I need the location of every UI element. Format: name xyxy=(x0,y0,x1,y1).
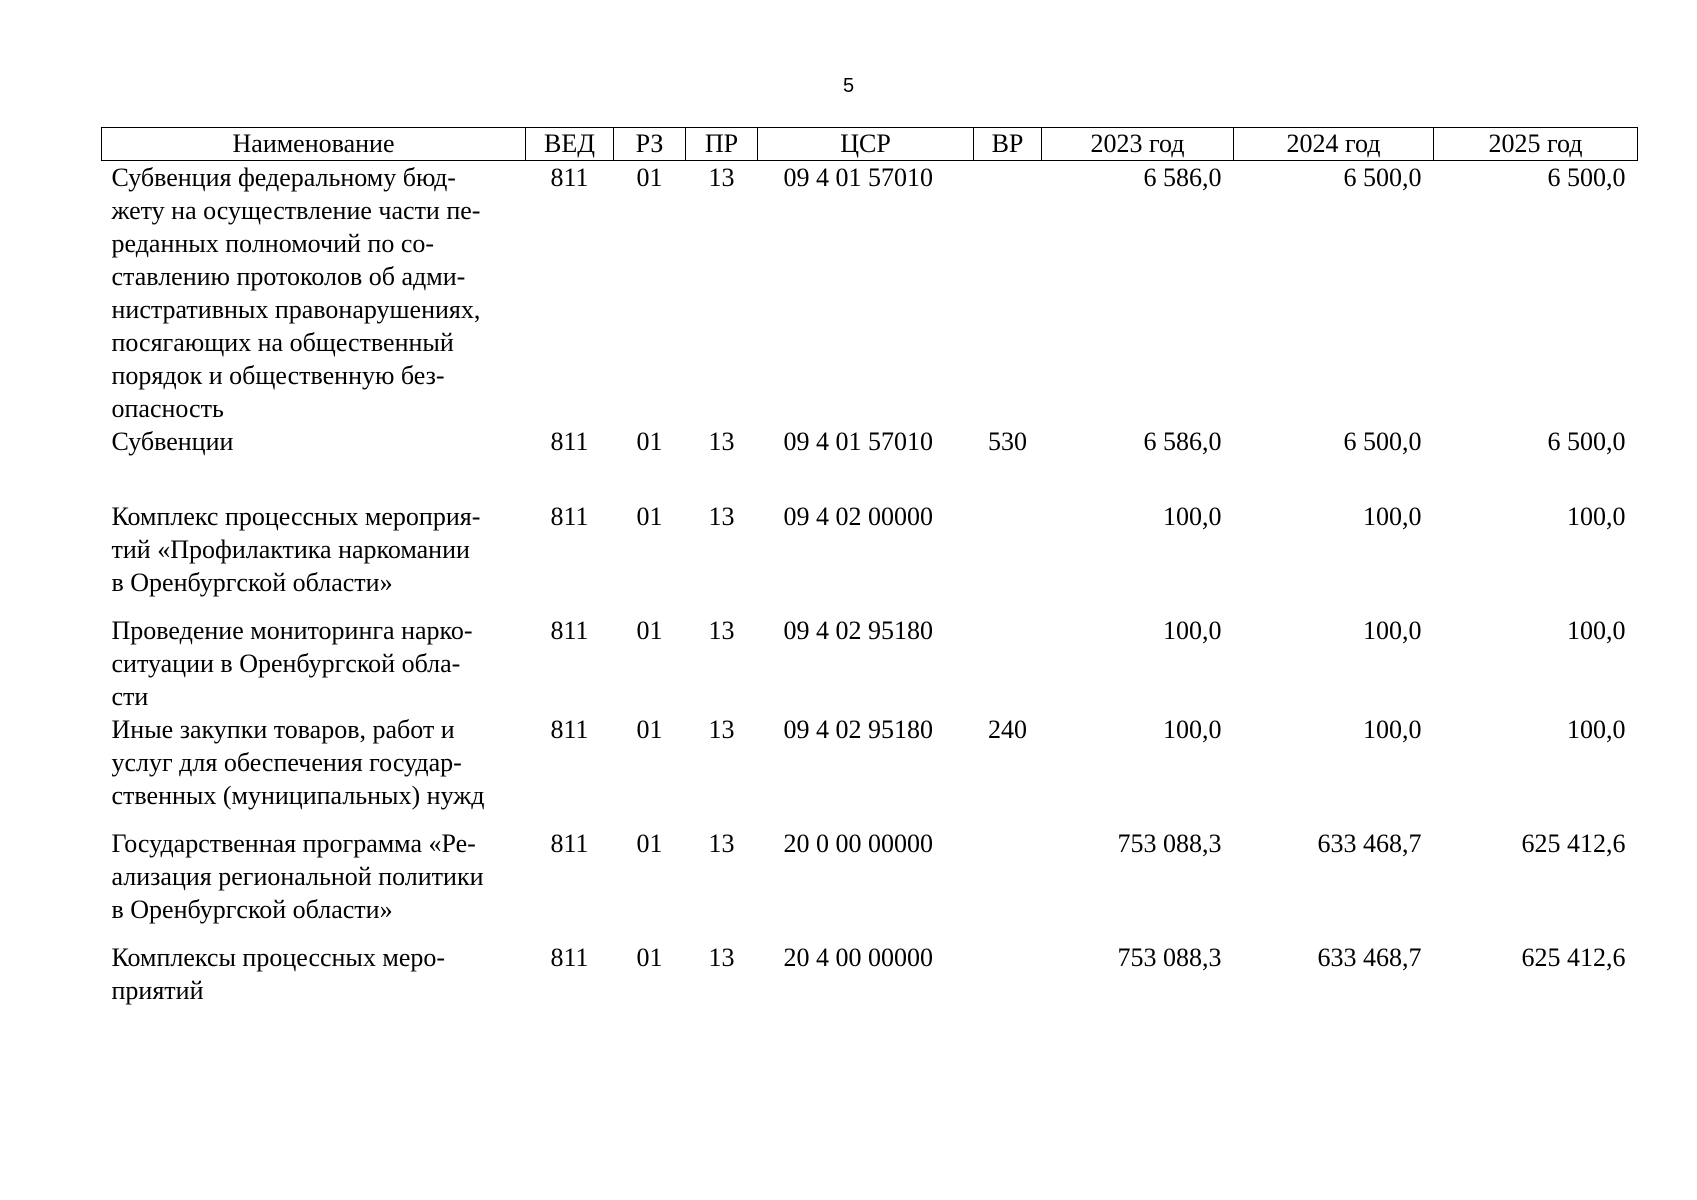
cell-csr: 09 4 01 57010 xyxy=(783,163,933,192)
table-row xyxy=(102,500,1638,614)
budget-table xyxy=(101,127,1638,1007)
name-line: ализация региональной политики xyxy=(111,862,484,891)
cell-pr: 13 xyxy=(708,943,735,972)
cell-ved: 811 xyxy=(550,163,589,192)
cell-2024: 6 500,0 xyxy=(1343,427,1422,456)
name-line: опасность xyxy=(111,394,224,423)
cell-2025: 6 500,0 xyxy=(1547,427,1626,456)
cell-2025: 100,0 xyxy=(1567,715,1626,744)
cell-2025: 625 412,6 xyxy=(1521,829,1626,858)
cell-rz: 01 xyxy=(636,163,663,192)
name-line: Комплексы процессных меро- xyxy=(111,943,446,972)
cell-2023: 100,0 xyxy=(1163,616,1222,645)
cell-2024: 633 468,7 xyxy=(1317,829,1422,858)
name-line: Субвенция федеральному бюд- xyxy=(111,163,456,192)
cell-2023: 753 088,3 xyxy=(1117,829,1222,858)
cell-vr: 530 xyxy=(988,427,1027,456)
cell-vr xyxy=(974,827,1042,941)
row-name xyxy=(102,614,526,713)
row-name xyxy=(102,713,526,827)
header-2024: 2024 год xyxy=(1234,128,1434,161)
row-name xyxy=(102,500,526,614)
table-row xyxy=(102,425,1638,500)
cell-2025: 100,0 xyxy=(1567,502,1626,531)
cell-rz: 01 xyxy=(636,616,663,645)
header-vr: ВР xyxy=(974,128,1042,161)
cell-ved: 811 xyxy=(550,715,589,744)
cell-rz: 01 xyxy=(636,943,663,972)
cell-2025: 625 412,6 xyxy=(1521,943,1626,972)
cell-rz: 01 xyxy=(636,829,663,858)
cell-csr: 09 4 01 57010 xyxy=(783,427,933,456)
header-name: Наименование xyxy=(102,128,526,161)
name-line: Проведение мониторинга нарко- xyxy=(111,616,473,645)
cell-2023: 100,0 xyxy=(1163,715,1222,744)
cell-vr: 240 xyxy=(988,715,1027,744)
table-row xyxy=(102,713,1638,827)
cell-2023: 100,0 xyxy=(1163,502,1222,531)
name-line: Субвенции xyxy=(111,427,234,456)
row-name xyxy=(102,161,526,426)
name-line: приятий xyxy=(111,976,204,1005)
cell-2024: 100,0 xyxy=(1363,616,1422,645)
name-line: услуг для обеспечения государ- xyxy=(111,748,462,777)
cell-ved: 811 xyxy=(550,427,589,456)
page-number: 5 xyxy=(842,75,855,97)
name-line: сти xyxy=(111,682,149,711)
header-2023: 2023 год xyxy=(1042,128,1234,161)
header-2025: 2025 год xyxy=(1434,128,1638,161)
name-line: нистративных правонарушениях, xyxy=(111,295,481,324)
header-row xyxy=(102,128,1638,161)
header-ved: ВЕД xyxy=(526,128,614,161)
table-row xyxy=(102,161,1638,426)
cell-2024: 633 468,7 xyxy=(1317,943,1422,972)
cell-pr: 13 xyxy=(708,427,735,456)
cell-csr: 09 4 02 95180 xyxy=(783,616,933,645)
name-line: ставлению протоколов об адми- xyxy=(111,262,466,291)
table-header xyxy=(102,128,1638,161)
cell-ved: 811 xyxy=(550,616,589,645)
cell-vr xyxy=(974,161,1042,426)
cell-ved: 811 xyxy=(550,829,589,858)
cell-2023: 753 088,3 xyxy=(1117,943,1222,972)
cell-pr: 13 xyxy=(708,616,735,645)
name-line: посягающих на общественный xyxy=(111,328,454,357)
cell-vr xyxy=(974,500,1042,614)
name-line: в Оренбургской области» xyxy=(111,568,393,597)
name-line: тий «Профилактика наркомании xyxy=(111,535,470,564)
cell-rz: 01 xyxy=(636,502,663,531)
header-pr: ПР xyxy=(686,128,758,161)
cell-2024: 100,0 xyxy=(1363,715,1422,744)
cell-ved: 811 xyxy=(550,502,589,531)
cell-pr: 13 xyxy=(708,715,735,744)
cell-csr: 20 4 00 00000 xyxy=(783,943,933,972)
cell-ved: 811 xyxy=(550,943,589,972)
row-name xyxy=(102,827,526,941)
cell-2023: 6 586,0 xyxy=(1143,163,1222,192)
cell-pr: 13 xyxy=(708,163,735,192)
cell-csr: 20 0 00 00000 xyxy=(783,829,933,858)
cell-vr xyxy=(974,941,1042,1007)
cell-csr: 09 4 02 00000 xyxy=(783,502,933,531)
name-line: жету на осуществление части пе- xyxy=(111,196,481,225)
row-name xyxy=(102,425,526,500)
header-rz: РЗ xyxy=(614,128,686,161)
row-name xyxy=(102,941,526,1007)
name-line: порядок и общественную без- xyxy=(111,361,445,390)
name-line: Комплекс процессных мероприя- xyxy=(111,502,481,531)
cell-2024: 6 500,0 xyxy=(1343,163,1422,192)
name-line: реданных полномочий по со- xyxy=(111,229,435,258)
cell-2023: 6 586,0 xyxy=(1143,427,1222,456)
cell-2024: 100,0 xyxy=(1363,502,1422,531)
table-body xyxy=(102,161,1638,1008)
cell-vr xyxy=(974,614,1042,713)
table-row xyxy=(102,941,1638,1007)
table-row xyxy=(102,614,1638,713)
cell-csr: 09 4 02 95180 xyxy=(783,715,933,744)
cell-2025: 6 500,0 xyxy=(1547,163,1626,192)
header-csr: ЦСР xyxy=(758,128,974,161)
name-line: Государственная программа «Ре- xyxy=(111,829,476,858)
name-line: Иные закупки товаров, работ и xyxy=(111,715,455,744)
name-line: ситуации в Оренбургской обла- xyxy=(111,649,461,678)
cell-pr: 13 xyxy=(708,502,735,531)
name-line: ственных (муниципальных) нужд xyxy=(111,781,485,810)
table-row xyxy=(102,827,1638,941)
cell-rz: 01 xyxy=(636,715,663,744)
cell-rz: 01 xyxy=(636,427,663,456)
cell-2025: 100,0 xyxy=(1567,616,1626,645)
cell-pr: 13 xyxy=(708,829,735,858)
name-line: в Оренбургской области» xyxy=(111,895,393,924)
